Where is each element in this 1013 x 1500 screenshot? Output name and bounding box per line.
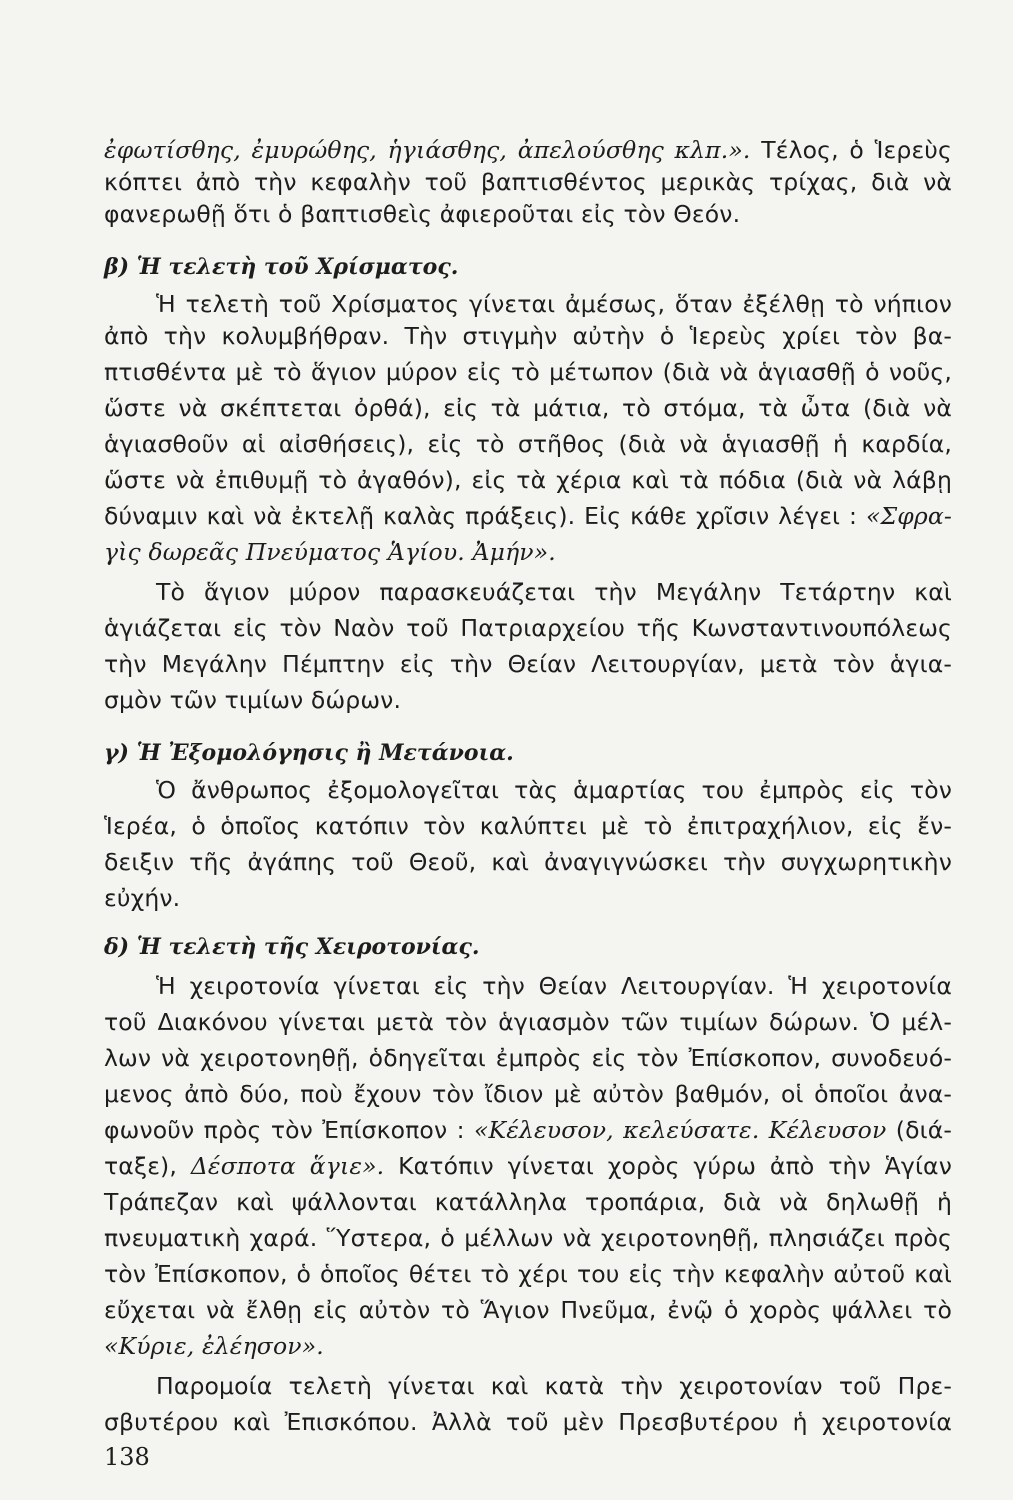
text-line: πτισθέντα μὲ τὸ ἅγιον μύρον εἰς τὸ μέτωπον (διὰ νὰ ἁγιασθῇ ὁ νοῦς, bbox=[104, 358, 952, 386]
text-span: ταξε), bbox=[104, 1152, 191, 1180]
text-line: Ἡ τελετὴ τοῦ Χρίσματος γίνεται ἀμέσως, ὅταν ἐξέλθῃ τὸ νήπιον bbox=[156, 290, 952, 318]
section-heading-confession: γ) Ἡ Ἐξομολόγησις ἢ Μετάνοια. bbox=[104, 740, 514, 766]
text-line: Παρομοία τελετὴ γίνεται καὶ κατὰ τὴν χειροτονίαν τοῦ Πρε- bbox=[156, 1372, 952, 1400]
text-line: τὸν Ἐπίσκοπον, ὁ ὁποῖος θέτει τὸ χέρι του εἰς τὴν κεφαλὴν αὐτοῦ καὶ bbox=[104, 1260, 952, 1288]
section-heading-chrism: β) Ἡ τελετὴ τοῦ Χρίσματος. bbox=[104, 254, 459, 280]
text-line: τὴν Μεγάλην Πέμπτην εἰς τὴν Θείαν Λειτουργίαν, μετὰ τὸν ἁγια- bbox=[104, 650, 952, 678]
text-line: πνευματικὴ χαρά. Ὕστερα, ὁ μέλλων νὰ χειροτονηθῇ, πλησιάζει πρὸς bbox=[104, 1224, 952, 1252]
text-line: σμὸν τῶν τιμίων δώρων. bbox=[104, 686, 402, 714]
text-span: φωνοῦν πρὸς τὸν Ἐπίσκοπον : bbox=[104, 1116, 474, 1144]
text-line: κόπτει ἀπὸ τὴν κεφαλὴν τοῦ βαπτισθέντος μερικὰς τρίχας, διὰ νὰ bbox=[104, 168, 952, 196]
text-line: σβυτέρου καὶ Ἐπισκόπου. Ἀλλὰ τοῦ μὲν Πρεσβυτέρου ἡ χειροτονία bbox=[104, 1408, 952, 1436]
text-line: ὥστε νὰ σκέπτεται ὀρθά), εἰς τὰ μάτια, τὸ στόμα, τὰ ὦτα (διὰ νὰ bbox=[104, 394, 952, 422]
text-line: Τράπεζαν καὶ ψάλλονται κατάλληλα τροπάρια, διὰ νὰ δηλωθῇ ἡ bbox=[104, 1188, 952, 1216]
text-line: ἀπὸ τὴν κολυμβήθραν. Τὴν στιγμὴν αὐτὴν ὁ Ἱερεὺς χρίει τὸν βα- bbox=[104, 322, 952, 350]
italic-quote-line: γὶς δωρεᾶς Πνεύματος Ἁγίου. Ἀμήν». bbox=[104, 538, 556, 566]
text-line bbox=[104, 134, 952, 166]
text-span: Τέλος, ὁ Ἱερεὺς bbox=[750, 136, 952, 164]
text-line: εὔχεται νὰ ἔλθῃ εἰς αὐτὸν τὸ Ἅγιον Πνεῦμα, ἐνῷ ὁ χορὸς ψάλλει τὸ bbox=[104, 1296, 952, 1324]
text-line: λων νὰ χειροτονηθῇ, ὁδηγεῖται ἐμπρὸς εἰς τὸν Ἐπίσκοπον, συνοδευό- bbox=[104, 1044, 952, 1072]
italic-quote: «Κέλευσον, κελεύσατε. Κέλευσον bbox=[474, 1116, 887, 1144]
italic-quote: Δέσποτα ἅγιε». bbox=[190, 1152, 385, 1180]
page-number: 138 bbox=[104, 1443, 150, 1471]
text-line: μενος ἀπὸ δύο, ποὺ ἔχουν τὸν ἴδιον μὲ αὐτὸν βαθμόν, οἱ ὁποῖοι ἀνα- bbox=[104, 1080, 952, 1108]
text-line: ὥστε νὰ ἐπιθυμῇ τὸ ἀγαθόν), εἰς τὰ χέρια καὶ τὰ πόδια (διὰ νὰ λάβῃ bbox=[104, 466, 952, 494]
text-line bbox=[104, 1114, 952, 1146]
book-page bbox=[104, 124, 952, 1471]
text-line: ἁγιάζεται εἰς τὸν Ναὸν τοῦ Πατριαρχείου τῆς Κωνσταντινουπόλεως bbox=[104, 614, 952, 642]
text-line: Ἡ χειροτονία γίνεται εἰς τὴν Θείαν Λειτουργίαν. Ἡ χειροτονία bbox=[156, 972, 952, 1000]
text-line bbox=[104, 1150, 952, 1182]
text-line: φανερωθῇ ὅτι ὁ βαπτισθεὶς ἀφιεροῦται εἰς τὸν Θεόν. bbox=[104, 200, 741, 228]
italic-quote: «Σφρα- bbox=[866, 502, 952, 530]
text-line: εὐχήν. bbox=[104, 884, 181, 912]
text-line: Ὁ ἄνθρωπος ἐξομολογεῖται τὰς ἁμαρτίας του ἐμπρὸς εἰς τὸν bbox=[156, 776, 952, 804]
text-span: δύναμιν καὶ νὰ ἐκτελῇ καλὰς πράξεις). Εἰς κάθε χρῖσιν λέγει : bbox=[104, 502, 867, 530]
text-line: ἁγιασθοῦν αἱ αἰσθήσεις), εἰς τὸ στῆθος (διὰ νὰ ἁγιασθῇ ἡ καρδία, bbox=[104, 430, 952, 458]
italic-quote: ἐφωτίσθης, ἐμυρώθης, ἡγιάσθης, ἀπελούσθης κλπ.». bbox=[104, 136, 751, 164]
text-line: Ἱερέα, ὁ ὁποῖος κατόπιν τὸν καλύπτει μὲ τὸ ἐπιτραχήλιον, εἰς ἔν- bbox=[104, 812, 952, 840]
text-line: δειξιν τῆς ἀγάπης τοῦ Θεοῦ, καὶ ἀναγιγνώσκει τὴν συγχωρητικὴν bbox=[104, 848, 952, 876]
italic-quote-line: «Κύριε, ἐλέησον». bbox=[104, 1332, 324, 1360]
text-line: τοῦ Διακόνου γίνεται μετὰ τὸν ἁγιασμὸν τῶν τιμίων δώρων. Ὁ μέλ- bbox=[104, 1008, 952, 1036]
text-line: Τὸ ἅγιον μύρον παρασκευάζεται τὴν Μεγάλην Τετάρτην καὶ bbox=[156, 578, 952, 606]
text-span: (διά- bbox=[886, 1116, 952, 1144]
section-heading-ordination: δ) Ἡ τελετὴ τῆς Χειροτονίας. bbox=[104, 934, 480, 960]
text-span: Κατόπιν γίνεται χορὸς γύρω ἀπὸ τὴν Ἁγίαν bbox=[384, 1152, 952, 1180]
text-line bbox=[104, 500, 952, 532]
